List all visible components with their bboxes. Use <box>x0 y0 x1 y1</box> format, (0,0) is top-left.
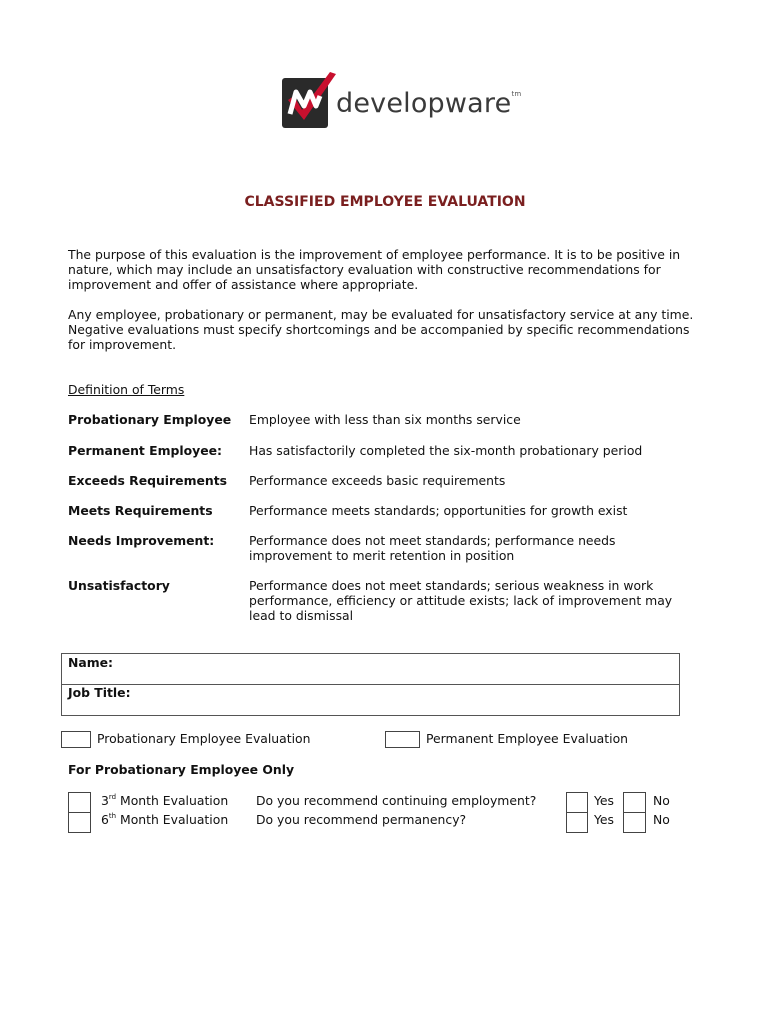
developware-logo <box>280 72 522 132</box>
continuing-no-checkbox[interactable] <box>623 792 646 813</box>
term-label: Exceeds Requirements <box>68 473 227 488</box>
checkbox-label: Probationary Employee Evaluation <box>97 731 311 746</box>
ordinal-suffix: rd <box>108 793 117 801</box>
permanency-yes-checkbox[interactable] <box>566 812 588 833</box>
permanency-no-checkbox[interactable] <box>623 812 646 833</box>
no-label: No <box>653 793 670 808</box>
yes-label: Yes <box>594 793 615 808</box>
continuing-yes-checkbox[interactable] <box>566 792 588 813</box>
month-3-checkbox[interactable] <box>68 792 91 813</box>
month-number: 6 <box>101 812 109 827</box>
probationary-evaluation-checkbox[interactable] <box>61 731 91 748</box>
month-evaluation-text: Month Evaluation <box>116 812 229 827</box>
term-definition: Has satisfactorily completed the six-month probationary period <box>249 443 643 458</box>
month-number: 3 <box>101 793 109 808</box>
employee-info-box <box>61 653 680 716</box>
page-title: CLASSIFIED EMPLOYEE EVALUATION <box>244 194 526 210</box>
month-6-label <box>101 812 228 827</box>
term-label: Probationary Employee <box>68 412 232 427</box>
checkmark-logo-icon <box>282 78 328 128</box>
probationary-section-heading: For Probationary Employee Only <box>68 762 295 777</box>
intro-paragraph: The purpose of this evaluation is the improvement of employee performance. It is to be positive in nature, which may include an unsatisfactory evaluation with constructive recommendations for improvement and offer of assistance where appropriate. <box>68 247 681 292</box>
permanency-question: Do you recommend permanency? <box>256 812 467 827</box>
yes-label: Yes <box>594 812 615 827</box>
month-evaluation-text: Month Evaluation <box>116 793 229 808</box>
intro-paragraph: Any employee, probationary or permanent, may be evaluated for unsatisfactory service at any time. Negative evaluations must specify shortcomings and be accompanied by specific recommendations for improvement. <box>68 307 694 352</box>
term-definition: Performance exceeds basic requirements <box>249 473 506 488</box>
checkbox-label: Permanent Employee Evaluation <box>426 731 629 746</box>
month-3-label <box>101 793 228 808</box>
no-label: No <box>653 812 670 827</box>
trademark: tm <box>511 90 522 98</box>
ordinal-suffix: th <box>108 812 117 820</box>
term-label: Unsatisfactory <box>68 578 170 593</box>
term-label: Needs Improvement: <box>68 533 215 548</box>
term-label: Permanent Employee: <box>68 443 222 458</box>
term-definition: Performance does not meet standards; performance needs improvement to merit retention in position <box>249 533 616 563</box>
brand-name: developware <box>336 88 512 119</box>
continuing-employment-question: Do you recommend continuing employment? <box>256 793 537 808</box>
term-definition: Performance does not meet standards; serious weakness in work performance, efficiency or attitude exists; lack of improvement may lead to dismissal <box>249 578 673 623</box>
permanent-evaluation-checkbox[interactable] <box>385 731 420 748</box>
term-label: Meets Requirements <box>68 503 213 518</box>
divider <box>62 684 679 685</box>
month-6-checkbox[interactable] <box>68 812 91 833</box>
term-definition: Employee with less than six months service <box>249 412 521 427</box>
term-definition: Performance meets standards; opportunities for growth exist <box>249 503 628 518</box>
definitions-heading: Definition of Terms <box>68 382 185 397</box>
job-title-field[interactable]: Job Title: <box>68 685 131 700</box>
name-field[interactable]: Name: <box>68 655 114 670</box>
